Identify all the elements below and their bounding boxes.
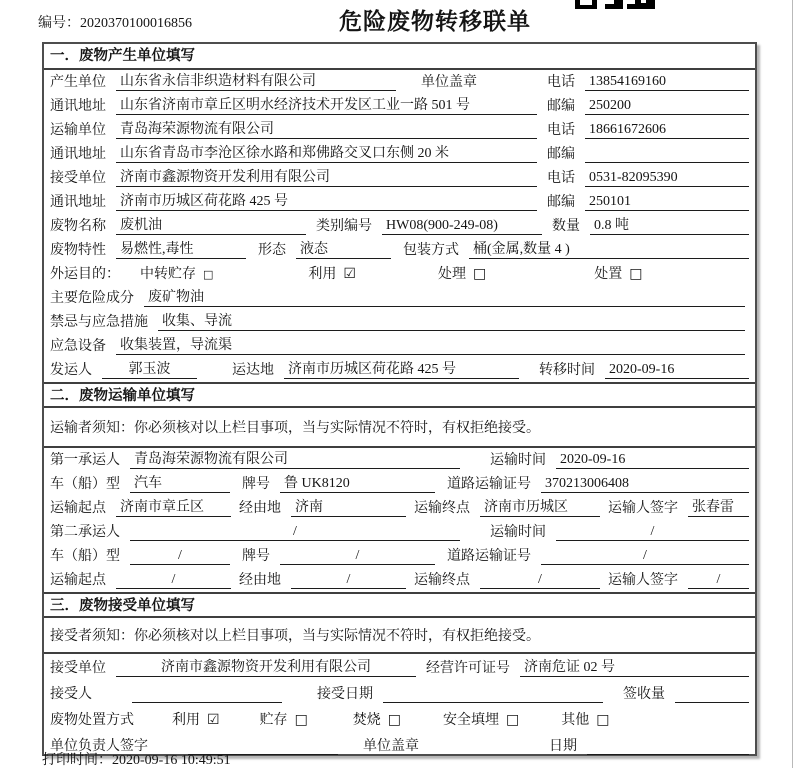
waste-name-value: 废机油 (116, 214, 306, 235)
packaging-value: 桶(金属,数量 4 ) (469, 238, 749, 259)
section-producer (44, 44, 755, 382)
emergency-label: 禁忌与应急措施 (50, 315, 148, 330)
accept-date-value (383, 702, 603, 703)
shipper-label: 发运人 (50, 363, 92, 378)
disposal-landfill-checkbox-icon: □ (506, 712, 520, 728)
destination-label: 运达地 (232, 363, 274, 378)
receiver-address-value: 济南市历城区荷花路 425 号 (116, 190, 537, 211)
transfer-time-label: 转移时间 (539, 363, 595, 378)
received-amount-label: 签收量 (623, 687, 665, 702)
route1-row (44, 496, 755, 520)
route2-row (44, 568, 755, 592)
seal-label: 单位盖章 (421, 75, 477, 90)
section-receive (44, 592, 755, 758)
transporter-label: 运输单位 (50, 123, 106, 138)
vehicle1-plate-label: 牌号 (242, 477, 270, 492)
section-transport-title: 二．废物运输单位填写 (44, 382, 755, 408)
purpose-option-treat (438, 263, 486, 283)
disposal-option-other-label: 其他 (561, 713, 590, 728)
producer-address-label: 通讯地址 (50, 99, 106, 114)
equipment-row (44, 334, 755, 358)
transfer-purpose-row (44, 262, 755, 286)
producer-phone-label: 电话 (547, 75, 575, 90)
page-title: 危险废物转移联单 (339, 8, 531, 34)
waste-name-label: 废物名称 (50, 219, 106, 234)
waste-quantity-value: 0.8 吨 (590, 214, 749, 235)
route1-end-label: 运输终点 (414, 501, 470, 516)
route2-end-label: 运输终点 (414, 573, 470, 588)
transporter-address-row (44, 142, 755, 166)
waste-traits-label: 废物特性 (50, 243, 106, 258)
receiver-row (44, 166, 755, 190)
acceptor-value (132, 702, 282, 703)
carrier1-row (44, 448, 755, 472)
producer-address-value: 山东省济南市章丘区明水经济技术开发区工业一路 501 号 (116, 94, 537, 115)
vehicle2-plate-label: 牌号 (242, 549, 270, 564)
purpose-option-dispose (594, 263, 642, 283)
sign-date-label: 日期 (549, 739, 577, 754)
equipment-label: 应急设备 (50, 339, 106, 354)
section-transport (44, 382, 755, 592)
transporter-address-value: 山东省青岛市李沧区徐水路和郑佛路交叉口东侧 20 米 (116, 142, 537, 163)
vehicle1-type-label: 车（船）型 (50, 477, 120, 492)
receiver-phone-label: 电话 (547, 171, 575, 186)
producer-value: 山东省永信非织造材料有限公司 (116, 70, 396, 91)
print-time-value: 2020-09-16 10:49:51 (112, 753, 231, 768)
transporter-row (44, 118, 755, 142)
serial-number: 2020370100016856 (80, 16, 192, 31)
route1-start-label: 运输起点 (50, 501, 106, 516)
waste-traits-row (44, 238, 755, 262)
transport-notice: 运输者须知：你必须核对以上栏目事项，当与实际情况不符时，有权拒绝接受。 (44, 408, 755, 448)
receive-unit-label: 接受单位 (50, 661, 106, 676)
vehicle2-plate-value: / (280, 548, 435, 565)
waste-quantity-label: 数量 (552, 219, 580, 234)
waste-traits-value: 易燃性,毒性 (116, 238, 246, 259)
destination-value: 济南市历城区荷花路 425 号 (284, 358, 519, 379)
carrier2-label: 第二承运人 (50, 525, 120, 540)
disposal-other-checkbox-icon: □ (596, 712, 610, 728)
manifest-table (42, 42, 757, 756)
print-time-label: 打印时间： (42, 753, 112, 768)
route2-start-value: / (116, 572, 231, 589)
receiver-label: 接受单位 (50, 171, 106, 186)
waste-category-label: 类别编号 (316, 219, 372, 234)
purpose-treat-checkbox-icon: □ (472, 266, 487, 282)
purpose-storage-checkbox-icon: □ (203, 268, 214, 281)
purpose-option-treat-label: 处理 (437, 267, 466, 282)
acceptor-label: 接受人 (50, 687, 92, 702)
route1-via-label: 经由地 (239, 501, 281, 516)
receive-notice: 接受者须知：你必须核对以上栏目事项，当与实际情况不符时，有权拒绝接受。 (44, 618, 755, 654)
hazard-row (44, 286, 755, 310)
route1-end-value: 济南市历城区 (480, 496, 600, 517)
emergency-value: 收集、导流 (158, 310, 745, 331)
disposal-option-landfill (443, 709, 519, 729)
vehicle1-row (44, 472, 755, 496)
vehicle2-row (44, 544, 755, 568)
sign-date-value (587, 754, 749, 755)
disposal-option-use-label: 利用 (172, 713, 200, 728)
operating-license-label: 经营许可证号 (426, 661, 510, 676)
transfer-time-value: 2020-09-16 (605, 362, 749, 379)
disposal-option-use (172, 709, 220, 729)
carrier2-time-label: 运输时间 (490, 525, 546, 540)
route2-end-value: / (480, 572, 600, 589)
receiver-zip-value: 250101 (585, 194, 749, 211)
vehicle2-type-label: 车（船）型 (50, 549, 120, 564)
unit-seal-label: 单位盖章 (363, 739, 419, 754)
waste-category-value: HW08(900-249-08) (382, 218, 542, 235)
disposal-option-store-label: 贮存 (259, 713, 288, 728)
carrier1-time-value: 2020-09-16 (556, 452, 749, 469)
carrier1-value: 青岛海荣源物流有限公司 (130, 448, 460, 469)
transporter-phone-label: 电话 (547, 123, 575, 138)
receive-unit-value: 济南市鑫源物资开发利用有限公司 (116, 656, 416, 677)
emergency-row (44, 310, 755, 334)
vehicle1-type-value: 汽车 (130, 472, 230, 493)
producer-label: 产生单位 (50, 75, 106, 90)
disposal-method-label: 废物处置方式 (50, 713, 134, 728)
responsible-sign-label: 单位负责人签字 (50, 739, 148, 754)
disposal-option-store (260, 709, 308, 729)
carrier1-label: 第一承运人 (50, 453, 120, 468)
disposal-use-checkbox-icon: ☑ (207, 712, 220, 728)
route1-via-value: 济南 (291, 496, 406, 517)
disposal-option-incinerate (353, 709, 401, 729)
transporter-phone-value: 18661672606 (585, 122, 749, 139)
vehicle1-plate-value: 鲁 UK8120 (280, 472, 435, 493)
producer-zip-value: 250200 (585, 98, 749, 115)
shipper-value: 郭玉波 (102, 358, 197, 379)
vehicle1-license-label: 道路运输证号 (447, 477, 531, 492)
carrier2-time-value: / (556, 524, 749, 541)
transporter-address-label: 通讯地址 (50, 147, 106, 162)
vehicle1-license-value: 370213006408 (541, 476, 749, 493)
vehicle2-type-value: / (130, 548, 230, 565)
route1-sign-value: 张春雷 (688, 496, 749, 517)
route1-start-value: 济南市章丘区 (116, 496, 231, 517)
producer-address-row (44, 94, 755, 118)
carrier1-time-label: 运输时间 (490, 453, 546, 468)
packaging-label: 包装方式 (403, 243, 459, 258)
producer-row (44, 70, 755, 94)
acceptance-row (44, 680, 755, 706)
print-time-line (42, 749, 231, 769)
route2-sign-label: 运输人签字 (608, 573, 678, 588)
purpose-option-use-label: 利用 (308, 267, 337, 282)
serial-label: 编号： (38, 16, 80, 31)
disposal-incinerate-checkbox-icon: □ (387, 712, 402, 728)
waste-form-label: 形态 (258, 243, 286, 258)
producer-zip-label: 邮编 (547, 99, 575, 114)
route2-sign-value: / (688, 572, 749, 589)
hazard-label: 主要危险成分 (50, 291, 134, 306)
received-amount-value (675, 702, 749, 703)
receiver-phone-value: 0531-82095390 (585, 170, 749, 187)
transfer-purpose-label: 外运目的： (50, 267, 120, 282)
purpose-option-use (308, 263, 356, 283)
receive-unit-row (44, 654, 755, 680)
document-header (0, 0, 796, 42)
vehicle2-license-value: / (541, 548, 749, 565)
receiver-zip-label: 邮编 (547, 195, 575, 210)
producer-phone-value: 13854169160 (585, 74, 749, 91)
route2-start-label: 运输起点 (50, 573, 106, 588)
disposal-option-landfill-label: 安全填埋 (443, 713, 500, 728)
disposal-method-row (44, 706, 755, 732)
transporter-value: 青岛海荣源物流有限公司 (116, 118, 537, 139)
transporter-zip-label: 邮编 (547, 147, 575, 162)
operating-license-value: 济南危证 02 号 (520, 656, 749, 677)
receiver-address-row (44, 190, 755, 214)
waste-name-row (44, 214, 755, 238)
disposal-option-incinerate-label: 焚烧 (352, 713, 381, 728)
section-receive-title: 三．废物接受单位填写 (44, 592, 755, 618)
dispatch-row (44, 358, 755, 382)
receiver-address-label: 通讯地址 (50, 195, 106, 210)
vehicle2-license-label: 道路运输证号 (447, 549, 531, 564)
purpose-option-storage-label: 中转贮存 (140, 267, 196, 282)
qr-code-fragment (575, 0, 655, 9)
route2-via-value: / (291, 572, 406, 589)
receiver-value: 济南市鑫源物资开发利用有限公司 (116, 166, 537, 187)
disposal-store-checkbox-icon: □ (294, 712, 308, 728)
carrier2-row (44, 520, 755, 544)
page-edge-line (792, 0, 793, 768)
section-producer-title: 一．废物产生单位填写 (44, 44, 755, 70)
purpose-option-storage (140, 263, 213, 283)
purpose-option-dispose-label: 处置 (594, 267, 623, 282)
disposal-option-other (561, 709, 609, 729)
purpose-use-checkbox-icon: ☑ (343, 266, 356, 282)
equipment-value: 收集装置，导流渠 (116, 334, 745, 355)
route2-via-label: 经由地 (239, 573, 281, 588)
purpose-dispose-checkbox-icon: □ (629, 266, 643, 282)
accept-date-label: 接受日期 (317, 687, 373, 702)
route1-sign-label: 运输人签字 (608, 501, 678, 516)
waste-form-value: 液态 (296, 238, 391, 259)
transporter-zip-value (585, 162, 749, 163)
carrier2-value: / (130, 524, 460, 541)
hazard-value: 废矿物油 (144, 286, 745, 307)
